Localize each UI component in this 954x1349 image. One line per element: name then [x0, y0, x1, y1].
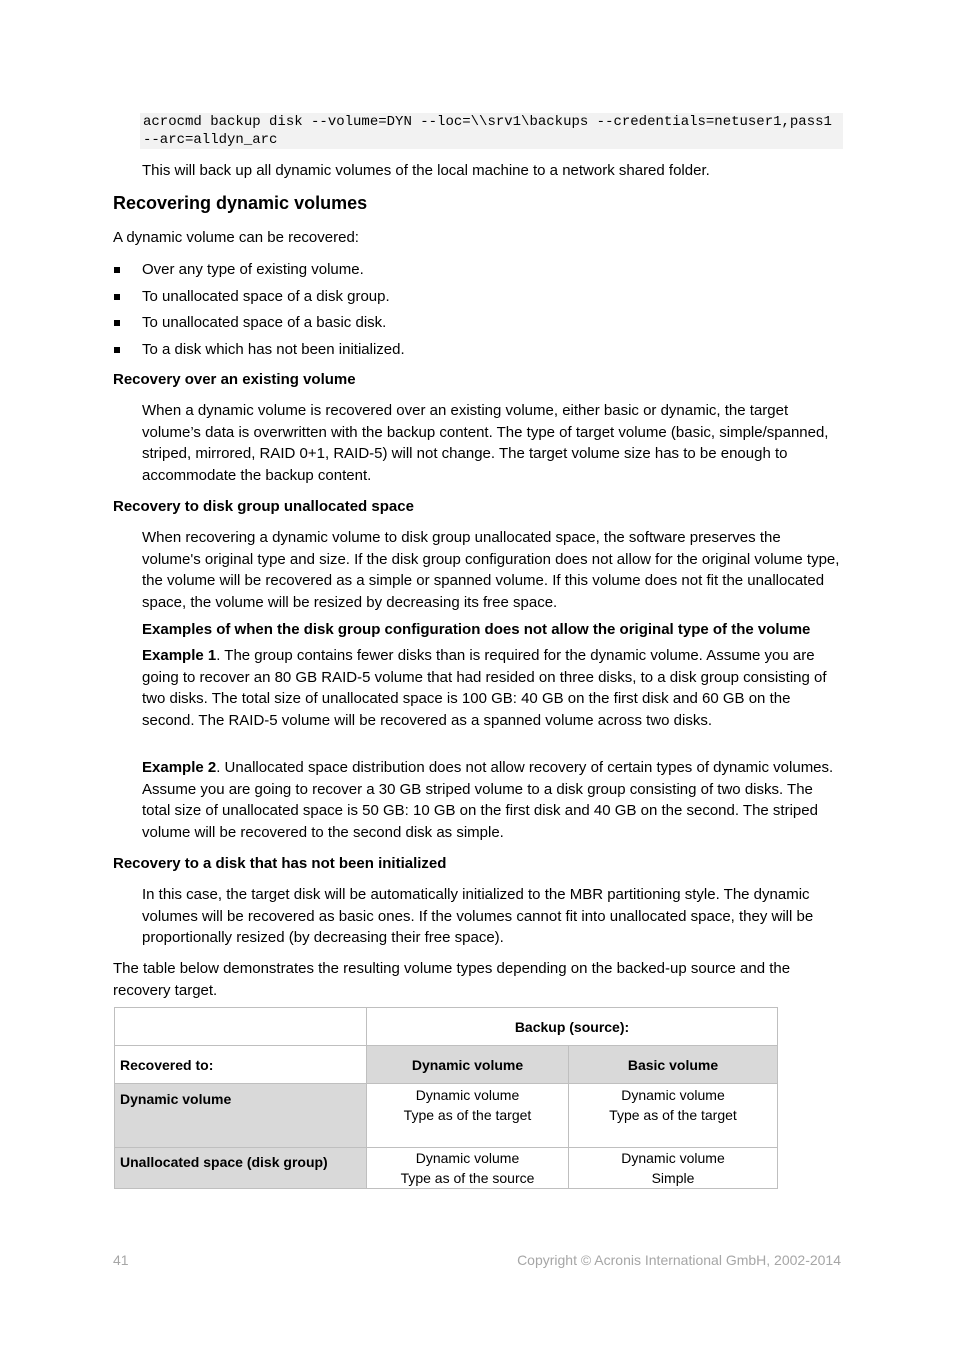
- volume-types-table: [114, 1007, 778, 1189]
- table-col-header: Basic volume: [569, 1046, 778, 1084]
- bullet-square-icon: [114, 347, 120, 353]
- section-heading: Recovering dynamic volumes: [113, 193, 368, 213]
- example-2-label: Example 2: [142, 759, 217, 776]
- table-source-header: Backup (source):: [367, 1008, 778, 1046]
- subsection-text: In this case, the target disk will be automatically initialized to the MBR partitioning style. The dynamic volumes will be recovered as basic ones. If the volumes cannot fit into unallocated space, they will be proportionally resized (by decreasing their free space).: [142, 886, 814, 947]
- code-caption: This will back up all dynamic volumes of the local machine to a network shared folder.: [142, 162, 710, 179]
- example-2: Example 2. Unallocated space distribution does not allow recovery of certain types of dynamic volumes. Assume you are going to recover a 30 GB striped volume to a disk group consisting of two disks. The total size of unallocated space is 50 GB: 10 GB on the first disk and 40 GB on the second. The striped volume will be recovered to the second disk as simple.: [142, 759, 834, 841]
- table-row-label: Unallocated space (disk group): [115, 1148, 367, 1189]
- bullet-square-icon: [114, 267, 120, 273]
- subsection-text: When recovering a dynamic volume to disk group unallocated space, the software preserves the volume's original type and size. If the disk group configuration does not allow for the original volume type, the volume will be recovered as a simple or spanned volume. If this volume does not fit the unallocated space, the volume will be resized by decreasing its free space.: [142, 529, 840, 611]
- subsection-text: When a dynamic volume is recovered over an existing volume, either basic or dynamic, the target volume’s data is overwritten with the backup content. The type of target volume (basic, simple/spanned, striped, mirrored, RAID 0+1, RAID-5) will not change. The target volume size has to be enough to accommodate the backup content.: [142, 402, 829, 484]
- code-block: [140, 113, 843, 149]
- table-cell: Dynamic volume Type as of the source: [367, 1148, 569, 1189]
- subsection-title: Recovery to disk group unallocated space: [113, 498, 414, 515]
- table-intro: The table below demonstrates the resulting volume types depending on the backed-up source and the recovery target.: [113, 960, 791, 999]
- bullet-square-icon: [114, 294, 120, 300]
- bullet-square-icon: [114, 320, 120, 326]
- example-1: Example 1. The group contains fewer disks than is required for the dynamic volume. Assume you are going to recover an 80 GB RAID-5 volume that had resided on three disks, to a disk group consisting of two disks. The total size of unallocated space is 100 GB: 40 GB on the first disk and 60 GB on the second. The RAID-5 volume will be recovered as a spanned volume across two disks.: [142, 647, 827, 729]
- code-line-2: --arc=alldyn_arc: [143, 132, 278, 148]
- page-number: 41: [113, 1252, 129, 1268]
- table-col-header: Dynamic volume: [367, 1046, 569, 1084]
- table-row: [115, 1148, 778, 1189]
- example-1-label: Example 1: [142, 647, 217, 664]
- code-line-1: acrocmd backup disk --volume=DYN --loc=\\srv1\backups --credentials=netuser1,pass1: [143, 114, 832, 130]
- copyright-text: Copyright © Acronis International GmbH, 2002-2014: [517, 1252, 841, 1268]
- table-cell: Dynamic volume Type as of the target: [569, 1084, 778, 1148]
- subsection-title: Recovery over an existing volume: [113, 371, 356, 388]
- table-row-header: Recovered to:: [115, 1046, 367, 1084]
- table-corner-cell: [115, 1008, 367, 1046]
- subsection-title: Recovery to a disk that has not been initialized: [113, 855, 447, 872]
- table-cell: Dynamic volume Type as of the target: [367, 1084, 569, 1148]
- table-row-label: Dynamic volume: [115, 1084, 367, 1148]
- table-row: [115, 1084, 778, 1148]
- table-cell: Dynamic volume Simple: [569, 1148, 778, 1189]
- intro-text: A dynamic volume can be recovered:: [113, 229, 359, 246]
- examples-title: Examples of when the disk group configuration does not allow the original type of the volume: [142, 621, 811, 638]
- document-page: acrocmd backup disk --volume=DYN --loc=\\srv1\backups --credentials=netuser1,pass1 --arc=alldyn_arc This will back up all dynamic volumes of the local machine to a network shared folder. Recovering dynamic volumes A dynamic volume can be recovered: Over any type of existing volume. To unallocated space of a disk group. To unallocated space of a basic disk. To a disk which has not been initialized. Recovery over an existing volume When a dynamic volume is recovered over an existing volume, either basic or dynamic, the target volume’s data is overwritten with the backup content. The type of target volume (basic, simple/spanned, striped, mirrored, RAID 0+1, RAID-5) will not change. The target volume size has to be enough to accommodate the backup content. Recovery to disk group unallocated space When recovering a dynamic volume to disk group unallocated space, the software preserves the volume's original type and size. If the disk group configuration does not allow for the original volume type, the volume will be recovered as a simple or spanned volume. If this volume does not fit the unallocated space, the volume will be resized by decreasing its free space. Examples of when the disk group configuration does not allow the original type of the volume Example 1. The group contains fewer disks than is required for the dynamic volume. Assume you are going to recover an 80 GB RAID-5 volume that had resided on three disks, to a disk group consisting of two disks. The total size of unallocated space is 100 GB: 40 GB on the first disk and 60 GB on the second. The RAID-5 volume will be recovered as a spanned volume across two disks. Example 2. Unallocated space distribution does not allow recovery of certain types of dynamic volumes. Assume you are going to recover a 30 GB striped volume to a disk group consisting of two disks. The total size of unallocated space is 50 GB: 10 GB on the first disk and 40 GB on the second. The striped volume will be recovered to the second disk as simple. Recovery to a disk that has not been initialized In this case, the target disk will be automatically initialized to the MBR partitioning style. The dynamic volumes will be recovered as basic ones. If the volumes cannot fit into unallocated space, they will be proportionally resized (by decreasing their free space). The table below demonstrates the resulting volume types depending on the backed-up source and the recovery target. Backup (source): Recovered to: Dynamic volume Basic volume Dynamic volume Dynamic volume Type as of the target Dynamic volume Type as of the target Unallocated space (disk group) Dynamic volume Type as of the source Dynamic volume Simple 41 Copyright © Acronis International GmbH, 2002-2014: [113, 114, 841, 1268]
